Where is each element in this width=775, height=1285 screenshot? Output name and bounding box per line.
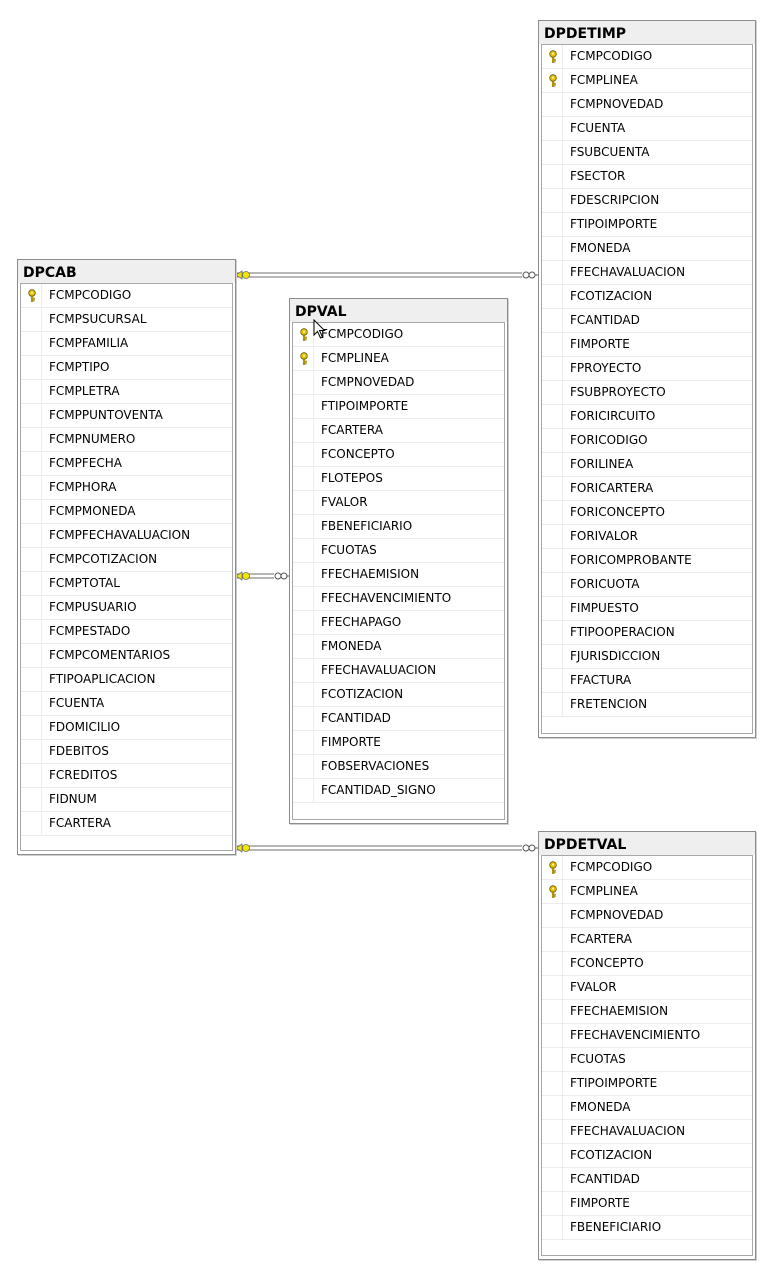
row-selector[interactable] [21, 668, 42, 691]
column-name: FCMPCOTIZACION [49, 552, 158, 566]
row-selector[interactable] [542, 1048, 563, 1071]
column-row[interactable] [21, 620, 232, 644]
column-name: FFECHAEMISION [321, 567, 420, 581]
column-name: FFECHAPAGO [321, 615, 402, 629]
column-name: FOBSERVACIONES [321, 759, 430, 773]
row-selector[interactable] [21, 452, 42, 475]
column-name: FCMPNUMERO [49, 432, 136, 446]
column-name: FFECHAVALUACION [570, 265, 686, 279]
row-selector[interactable] [542, 189, 563, 212]
relationship-dpcab-dpdetimp[interactable] [236, 271, 539, 279]
row-selector[interactable] [542, 856, 563, 879]
column-row[interactable] [542, 477, 752, 501]
column-row[interactable] [542, 237, 752, 261]
row-selector[interactable] [542, 333, 563, 356]
column-name: FCARTERA [49, 816, 111, 830]
row-selector[interactable] [542, 285, 563, 308]
column-row[interactable] [293, 395, 504, 419]
column-name: FCANTIDAD [570, 1172, 640, 1186]
row-selector[interactable] [542, 669, 563, 692]
row-selector[interactable] [542, 1144, 563, 1167]
column-name: FCMPLINEA [321, 351, 389, 365]
column-name: FCUENTA [570, 121, 626, 135]
column-row[interactable] [293, 539, 504, 563]
column-row[interactable] [542, 669, 752, 693]
column-row[interactable] [542, 573, 752, 597]
column-name: FMONEDA [570, 241, 631, 255]
relationship-dpcab-dpval[interactable] [236, 572, 290, 580]
column-row[interactable] [542, 285, 752, 309]
column-name: FCONCEPTO [321, 447, 395, 461]
row-selector[interactable] [21, 764, 42, 787]
row-selector[interactable] [21, 284, 42, 307]
row-selector[interactable] [542, 597, 563, 620]
column-name: FCANTIDAD [321, 711, 391, 725]
column-name: FSECTOR [570, 169, 626, 183]
column-row[interactable] [542, 1024, 752, 1048]
column-row[interactable] [21, 764, 232, 788]
column-name: FTIPOIMPORTE [570, 1076, 658, 1090]
column-name: FCMPTOTAL [49, 576, 120, 590]
row-selector[interactable] [21, 356, 42, 379]
column-name: FIMPUESTO [570, 601, 639, 615]
column-name: FFECHAEMISION [570, 1004, 669, 1018]
row-selector[interactable] [542, 45, 563, 68]
column-row[interactable] [542, 309, 752, 333]
column-name: FCMPLETRA [49, 384, 120, 398]
column-name: FTIPOIMPORTE [321, 399, 409, 413]
column-name: FORICIRCUITO [570, 409, 656, 423]
key-connector-icon [236, 572, 250, 580]
column-name: FCMPCODIGO [570, 860, 653, 874]
row-selector[interactable] [21, 812, 42, 835]
column-name: FVALOR [321, 495, 368, 509]
column-row[interactable] [21, 500, 232, 524]
column-name: FCREDITOS [49, 768, 118, 782]
key-icon [27, 289, 37, 302]
row-selector[interactable] [293, 395, 314, 418]
row-selector[interactable] [542, 1120, 563, 1143]
row-selector[interactable] [542, 357, 563, 380]
column-name: FFECHAVALUACION [321, 663, 437, 677]
column-name: FVALOR [570, 980, 617, 994]
column-row[interactable] [542, 1096, 752, 1120]
row-selector[interactable] [21, 308, 42, 331]
key-icon [299, 328, 309, 341]
column-row[interactable] [542, 213, 752, 237]
column-row[interactable] [542, 69, 752, 93]
row-selector[interactable] [293, 779, 314, 802]
row-selector[interactable] [542, 880, 563, 903]
row-selector[interactable] [542, 429, 563, 452]
column-name: FORICONCEPTO [570, 505, 665, 519]
column-row[interactable] [542, 165, 752, 189]
column-row[interactable] [542, 261, 752, 285]
column-name: FFECHAVENCIMIENTO [570, 1028, 701, 1042]
column-name: FMONEDA [321, 639, 382, 653]
column-row[interactable] [542, 1168, 752, 1192]
row-selector[interactable] [293, 707, 314, 730]
column-name: FSUBPROYECTO [570, 385, 666, 399]
infinity-icon [523, 845, 539, 851]
column-row[interactable] [542, 856, 752, 880]
column-name: FCARTERA [570, 932, 632, 946]
table-title[interactable]: DPDETIMP [539, 21, 755, 44]
row-selector[interactable] [542, 501, 563, 524]
column-name: FCMPFECHA [49, 456, 122, 470]
row-selector[interactable] [542, 549, 563, 572]
column-row[interactable] [21, 476, 232, 500]
column-name: FCOTIZACION [321, 687, 404, 701]
row-selector[interactable] [293, 539, 314, 562]
row-selector[interactable] [293, 467, 314, 490]
column-row[interactable] [542, 45, 752, 69]
column-row[interactable] [542, 501, 752, 525]
column-row[interactable] [293, 347, 504, 371]
column-row[interactable] [293, 707, 504, 731]
table-title[interactable]: DPDETVAL [539, 832, 755, 855]
column-row[interactable] [542, 1000, 752, 1024]
infinity-icon [523, 272, 539, 278]
column-row[interactable] [542, 357, 752, 381]
column-row[interactable] [542, 621, 752, 645]
row-selector[interactable] [542, 904, 563, 927]
column-list [541, 855, 753, 1256]
column-name: FFACTURA [570, 673, 632, 687]
row-selector[interactable] [21, 788, 42, 811]
column-row[interactable] [542, 405, 752, 429]
row-selector[interactable] [21, 380, 42, 403]
column-name: FORICODIGO [570, 433, 648, 447]
column-name: FCMPPUNTOVENTA [49, 408, 163, 422]
row-selector[interactable] [542, 237, 563, 260]
column-name: FBENEFICIARIO [570, 1220, 662, 1234]
column-row[interactable] [21, 740, 232, 764]
column-name: FCUENTA [49, 696, 105, 710]
column-name: FCMPESTADO [49, 624, 131, 638]
row-selector[interactable] [293, 491, 314, 514]
column-name: FCMPFECHAVALUACION [49, 528, 191, 542]
table-dpdetval[interactable] [538, 831, 756, 1260]
column-name: FDOMICILIO [49, 720, 121, 734]
row-selector[interactable] [293, 323, 314, 346]
row-selector[interactable] [293, 611, 314, 634]
column-row[interactable] [21, 548, 232, 572]
column-row[interactable] [542, 549, 752, 573]
key-connector-icon [236, 844, 250, 852]
column-row[interactable] [542, 693, 752, 717]
row-selector[interactable] [542, 1192, 563, 1215]
row-selector[interactable] [542, 405, 563, 428]
column-row[interactable] [21, 380, 232, 404]
column-name: FCMPCODIGO [49, 288, 132, 302]
row-selector[interactable] [21, 692, 42, 715]
column-row[interactable] [21, 428, 232, 452]
column-name: FTIPOIMPORTE [570, 217, 658, 231]
row-selector[interactable] [21, 620, 42, 643]
column-name: FORICOMPROBANTE [570, 553, 692, 567]
row-selector[interactable] [293, 731, 314, 754]
row-selector[interactable] [293, 371, 314, 394]
column-row[interactable] [21, 572, 232, 596]
row-selector[interactable] [21, 548, 42, 571]
column-row[interactable] [21, 332, 232, 356]
table-dpcab[interactable] [17, 259, 236, 855]
column-name: FTIPOOPERACION [570, 625, 675, 639]
row-selector[interactable] [293, 755, 314, 778]
column-name: FCMPNOVEDAD [570, 97, 664, 111]
column-row[interactable] [293, 779, 504, 803]
column-row[interactable] [293, 611, 504, 635]
row-selector[interactable] [293, 443, 314, 466]
column-name: FCMPUSUARIO [49, 600, 137, 614]
column-name: FCMPCOMENTARIOS [49, 648, 171, 662]
column-row[interactable] [542, 1192, 752, 1216]
column-name: FJURISDICCION [570, 649, 661, 663]
relationship-dpcab-dpdetval[interactable] [236, 844, 539, 852]
column-row[interactable] [542, 1120, 752, 1144]
column-name: FCMPHORA [49, 480, 117, 494]
column-name: FCANTIDAD_SIGNO [321, 783, 436, 797]
column-row[interactable] [293, 371, 504, 395]
column-name: FCMPCODIGO [570, 49, 653, 63]
row-selector[interactable] [542, 1168, 563, 1191]
column-row[interactable] [21, 452, 232, 476]
column-row[interactable] [542, 525, 752, 549]
row-selector[interactable] [542, 1216, 563, 1239]
table-dpdetimp[interactable] [538, 20, 756, 738]
row-selector[interactable] [542, 1000, 563, 1023]
row-selector[interactable] [542, 69, 563, 92]
column-name: FORICARTERA [570, 481, 654, 495]
column-name: FIMPORTE [570, 1196, 630, 1210]
column-name: FORICUOTA [570, 577, 640, 591]
column-row[interactable] [293, 683, 504, 707]
column-name: FCMPNOVEDAD [321, 375, 415, 389]
column-row[interactable] [542, 141, 752, 165]
column-row[interactable] [293, 419, 504, 443]
column-row[interactable] [21, 716, 232, 740]
key-icon [548, 74, 558, 87]
column-name: FORILINEA [570, 457, 634, 471]
column-row[interactable] [542, 904, 752, 928]
column-row[interactable] [21, 524, 232, 548]
column-row[interactable] [293, 659, 504, 683]
row-selector[interactable] [293, 587, 314, 610]
row-selector[interactable] [542, 976, 563, 999]
row-selector[interactable] [542, 1024, 563, 1047]
column-row[interactable] [542, 93, 752, 117]
key-connector-icon [236, 271, 250, 279]
column-row[interactable] [21, 788, 232, 812]
row-selector[interactable] [21, 332, 42, 355]
column-row[interactable] [293, 755, 504, 779]
row-selector[interactable] [542, 93, 563, 116]
column-row[interactable] [21, 644, 232, 668]
column-row[interactable] [293, 491, 504, 515]
column-row[interactable] [542, 333, 752, 357]
column-list [541, 44, 753, 734]
row-selector[interactable] [542, 573, 563, 596]
column-name: FCMPFAMILIA [49, 336, 129, 350]
column-name: FBENEFICIARIO [321, 519, 413, 533]
column-name: FCMPCODIGO [321, 327, 404, 341]
column-row[interactable] [542, 952, 752, 976]
row-selector[interactable] [542, 165, 563, 188]
row-selector[interactable] [293, 515, 314, 538]
row-selector[interactable] [542, 621, 563, 644]
column-name: FCMPNOVEDAD [570, 908, 664, 922]
row-selector[interactable] [542, 952, 563, 975]
column-row[interactable] [542, 117, 752, 141]
column-row[interactable] [542, 1144, 752, 1168]
row-selector[interactable] [21, 596, 42, 619]
column-row[interactable] [542, 453, 752, 477]
column-row[interactable] [293, 731, 504, 755]
row-selector[interactable] [293, 659, 314, 682]
column-row[interactable] [293, 515, 504, 539]
row-selector[interactable] [542, 381, 563, 404]
table-dpval[interactable] [289, 298, 508, 824]
column-name: FIDNUM [49, 792, 97, 806]
column-name: FCUOTAS [321, 543, 377, 557]
column-name: FIMPORTE [321, 735, 381, 749]
column-name: FRETENCION [570, 697, 648, 711]
infinity-icon [275, 573, 290, 579]
column-name: FCOTIZACION [570, 1148, 653, 1162]
column-row[interactable] [542, 928, 752, 952]
row-selector[interactable] [21, 476, 42, 499]
column-row[interactable] [542, 1072, 752, 1096]
row-selector[interactable] [21, 524, 42, 547]
key-icon [548, 861, 558, 874]
column-name: FIMPORTE [570, 337, 630, 351]
row-selector[interactable] [542, 141, 563, 164]
column-name: FSUBCUENTA [570, 145, 650, 159]
key-icon [299, 352, 309, 365]
column-row[interactable] [21, 308, 232, 332]
column-name: FCANTIDAD [570, 313, 640, 327]
row-selector[interactable] [542, 1072, 563, 1095]
row-selector[interactable] [21, 572, 42, 595]
table-title[interactable]: DPCAB [18, 260, 235, 283]
column-row[interactable] [21, 284, 232, 308]
row-selector[interactable] [21, 740, 42, 763]
column-row[interactable] [293, 467, 504, 491]
column-name: FCUOTAS [570, 1052, 626, 1066]
row-selector[interactable] [21, 644, 42, 667]
column-row[interactable] [293, 563, 504, 587]
column-name: FCMPLINEA [570, 884, 638, 898]
key-icon [548, 50, 558, 63]
row-selector[interactable] [542, 928, 563, 951]
row-selector[interactable] [542, 213, 563, 236]
column-name: FCMPMONEDA [49, 504, 136, 518]
table-title[interactable]: DPVAL [290, 299, 507, 322]
column-row[interactable] [293, 443, 504, 467]
row-selector[interactable] [542, 453, 563, 476]
row-selector[interactable] [21, 500, 42, 523]
column-row[interactable] [542, 189, 752, 213]
column-name: FCMPTIPO [49, 360, 110, 374]
column-row[interactable] [542, 976, 752, 1000]
row-selector[interactable] [21, 404, 42, 427]
column-name: FCMPSUCURSAL [49, 312, 147, 326]
column-row[interactable] [21, 692, 232, 716]
column-row[interactable] [542, 597, 752, 621]
column-name: FCOTIZACION [570, 289, 653, 303]
row-selector[interactable] [542, 261, 563, 284]
row-selector[interactable] [542, 477, 563, 500]
column-row[interactable] [293, 635, 504, 659]
row-selector[interactable] [293, 563, 314, 586]
column-row[interactable] [542, 645, 752, 669]
column-name: FDEBITOS [49, 744, 109, 758]
column-list [292, 322, 505, 820]
column-row[interactable] [542, 1216, 752, 1240]
row-selector[interactable] [542, 117, 563, 140]
column-name: FFECHAVALUACION [570, 1124, 686, 1138]
column-name: FORIVALOR [570, 529, 638, 543]
column-name: FDESCRIPCION [570, 193, 660, 207]
row-selector[interactable] [293, 419, 314, 442]
column-name: FFECHAVENCIMIENTO [321, 591, 452, 605]
column-name: FCONCEPTO [570, 956, 644, 970]
column-row[interactable] [542, 381, 752, 405]
row-selector[interactable] [542, 309, 563, 332]
column-name: FCMPLINEA [570, 73, 638, 87]
column-row[interactable] [542, 429, 752, 453]
cursor-icon [313, 319, 327, 339]
column-list [20, 283, 233, 851]
row-selector[interactable] [542, 1096, 563, 1119]
row-selector[interactable] [542, 645, 563, 668]
column-row[interactable] [21, 596, 232, 620]
column-row[interactable] [21, 668, 232, 692]
row-selector[interactable] [542, 693, 563, 716]
column-name: FMONEDA [570, 1100, 631, 1114]
column-row[interactable] [21, 812, 232, 836]
column-row[interactable] [542, 1048, 752, 1072]
key-icon [548, 885, 558, 898]
row-selector[interactable] [293, 347, 314, 370]
column-row[interactable] [21, 356, 232, 380]
column-row[interactable] [21, 404, 232, 428]
row-selector[interactable] [293, 683, 314, 706]
column-name: FCARTERA [321, 423, 383, 437]
column-row[interactable] [542, 880, 752, 904]
column-row[interactable] [293, 587, 504, 611]
column-name: FLOTEPOS [321, 471, 383, 485]
row-selector[interactable] [293, 635, 314, 658]
column-name: FPROYECTO [570, 361, 642, 375]
row-selector[interactable] [21, 428, 42, 451]
row-selector[interactable] [21, 716, 42, 739]
column-name: FTIPOAPLICACION [49, 672, 156, 686]
row-selector[interactable] [542, 525, 563, 548]
